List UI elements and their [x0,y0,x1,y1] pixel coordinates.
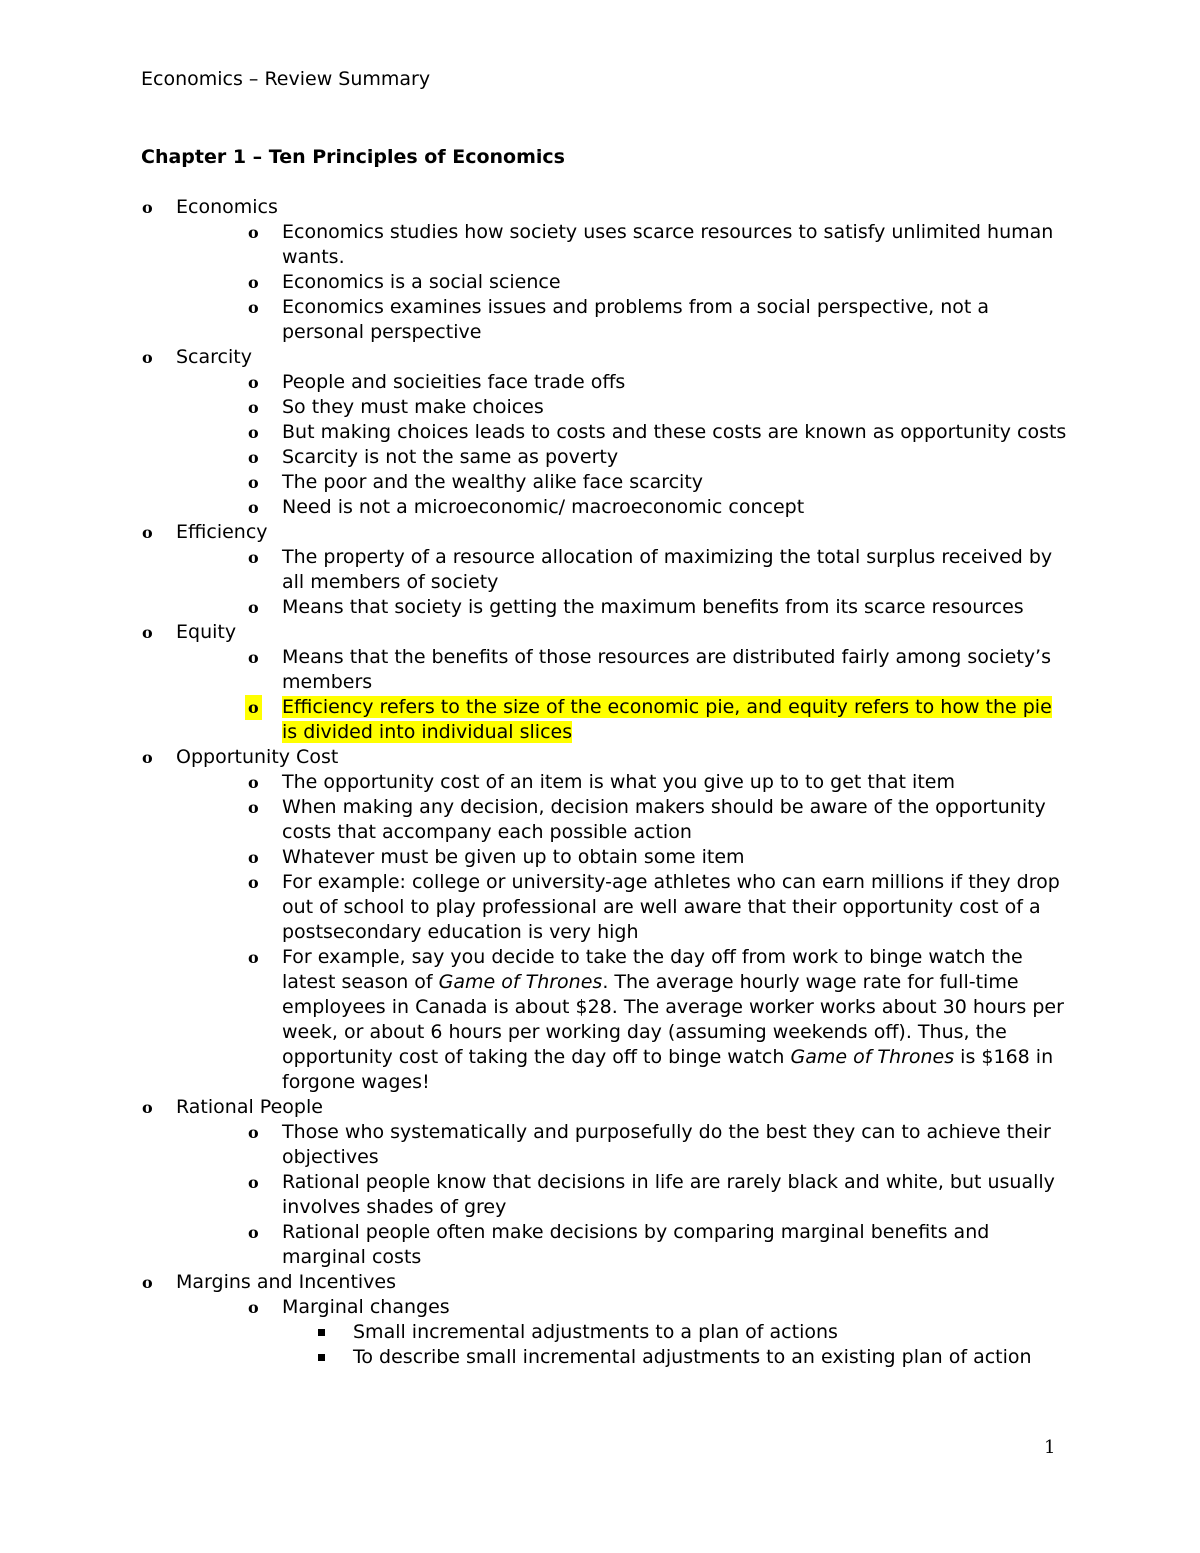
section-title: Rational People [176,1096,323,1118]
list-item [141,770,1071,795]
section-title: Efficiency [176,521,268,543]
section-equity [141,620,1071,645]
bullet-icon: o [142,348,153,367]
list-item [141,795,1071,845]
bullet-icon: o [142,198,153,217]
bullet-icon: o [142,1273,153,1292]
show-title: Game of Thrones [790,1046,955,1068]
section-rational-people [141,1095,1071,1120]
bullet-icon: o [248,548,259,567]
bullet-icon: o [248,1298,259,1317]
list-item-text: People and socieities face trade offs [282,371,626,393]
list-item-text: So they must make choices [282,396,544,418]
bullet-icon: o [248,423,259,442]
bullet-icon: o [248,598,259,617]
list-item-text: But making choices leads to costs and these costs are known as opportunity costs [282,421,1067,443]
list-item-text: Marginal changes [282,1296,450,1318]
list-item-text-part: is $168 in forgone wages! [282,1046,1054,1093]
section-title: Margins and Incentives [176,1271,397,1293]
sub-list-item [141,1345,1071,1370]
list-item-text: For example: college or university-age athletes who can earn millions if they drop out of school to play professional are well aware that their opportunity cost of a postsecondary education is very high [282,871,1060,943]
list-item [141,545,1071,595]
bullet-icon: o [248,498,259,517]
section-opportunity-cost [141,745,1071,770]
bullet-icon: o [248,773,259,792]
list-item [141,845,1071,870]
list-item [141,870,1071,945]
list-item [141,645,1071,695]
section-scarcity [141,345,1071,370]
list-item-text: The opportunity cost of an item is what you give up to to get that item [282,771,955,793]
section-efficiency [141,520,1071,545]
bullet-icon: o [248,873,259,892]
bullet-icon: o [248,398,259,417]
bullet-icon: o [248,1223,259,1242]
chapter-title: Chapter 1 – Ten Principles of Economics [141,146,565,168]
bullet-icon: o [248,448,259,467]
section-title: Opportunity Cost [176,746,339,768]
list-item-text-part: . The average hourly wage rate for full-time employees in Canada is about $28. The average worker works about 30 hours per week, or about 6 hours per working day (assuming weekends off). Thus, the opportunity cost of taking the day off to binge watch [282,971,1064,1068]
bullet-icon: o [248,1173,259,1192]
bullet-icon: o [142,748,153,767]
bullet-icon: o [248,1123,259,1142]
list-item-text-part: For example, say you decide to take the day off from work to binge watch the latest season of [282,946,1023,993]
bullet-icon: o [245,695,262,720]
list-item [141,1170,1071,1220]
list-item [141,1220,1071,1270]
bullet-icon: o [248,948,259,967]
list-item-text: Need is not a microeconomic/ macroeconomic concept [282,496,805,518]
bullet-icon: o [248,273,259,292]
list-item [141,1120,1071,1170]
list-item-text: Means that society is getting the maximum benefits from its scarce resources [282,596,1024,618]
bullet-icon: o [248,648,259,667]
square-bullet-icon [318,1354,325,1361]
bullet-icon: o [248,848,259,867]
list-item [141,295,1071,345]
section-margins-and-incentives [141,1270,1071,1295]
bullet-icon: o [142,523,153,542]
list-item [141,595,1071,620]
list-item [141,370,1071,395]
list-item-text: Economics examines issues and problems from a social perspective, not a personal perspective [282,296,990,343]
list-item-text: Economics is a social science [282,271,561,293]
list-item-text: Whatever must be given up to obtain some item [282,846,745,868]
bullet-icon: o [142,1098,153,1117]
list-item-text: Economics studies how society uses scarce resources to satisfy unlimited human wants. [282,221,1054,268]
show-title: Game of Thrones [438,971,603,993]
list-item [141,495,1071,520]
list-item [141,420,1071,445]
section-title: Economics [176,196,278,218]
list-item [141,395,1071,420]
list-item [141,445,1071,470]
outline-list [141,195,1071,1370]
bullet-icon: o [248,373,259,392]
bullet-icon: o [248,298,259,317]
list-item-text: Rational people often make decisions by comparing marginal benefits and marginal costs [282,1221,990,1268]
page-number: 1 [1044,1437,1056,1458]
list-item [141,945,1071,1095]
section-title: Scarcity [176,346,252,368]
list-item [141,220,1071,270]
square-bullet-icon [318,1329,325,1336]
list-item-text: The poor and the wealthy alike face scarcity [282,471,704,493]
bullet-icon: o [248,473,259,492]
list-item [141,470,1071,495]
list-item-text: Rational people know that decisions in life are rarely black and white, but usually involves shades of grey [282,1171,1055,1218]
list-item-text: Means that the benefits of those resources are distributed fairly among society’s members [282,646,1051,693]
document-header: Economics – Review Summary [141,68,431,90]
section-title: Equity [176,621,237,643]
bullet-icon: o [248,223,259,242]
list-item-text: When making any decision, decision makers should be aware of the opportunity costs that accompany each possible action [282,796,1046,843]
list-item [141,1295,1071,1320]
highlighted-list-item [141,695,1071,745]
bullet-icon: o [248,798,259,817]
sub-list-item [141,1320,1071,1345]
sub-list-item-text: To describe small incremental adjustments to an existing plan of action [353,1346,1032,1368]
list-item-text: Scarcity is not the same as poverty [282,446,619,468]
list-item-text: Those who systematically and purposefully do the best they can to achieve their objectives [282,1121,1051,1168]
section-economics [141,195,1071,220]
highlighted-text: Efficiency refers to the size of the economic pie, and equity refers to how the pie is divided into individual slices [282,696,1052,743]
list-item [141,270,1071,295]
bullet-icon: o [142,623,153,642]
sub-list-item-text: Small incremental adjustments to a plan of actions [353,1321,838,1343]
list-item-text: The property of a resource allocation of maximizing the total surplus received by all members of society [282,546,1053,593]
